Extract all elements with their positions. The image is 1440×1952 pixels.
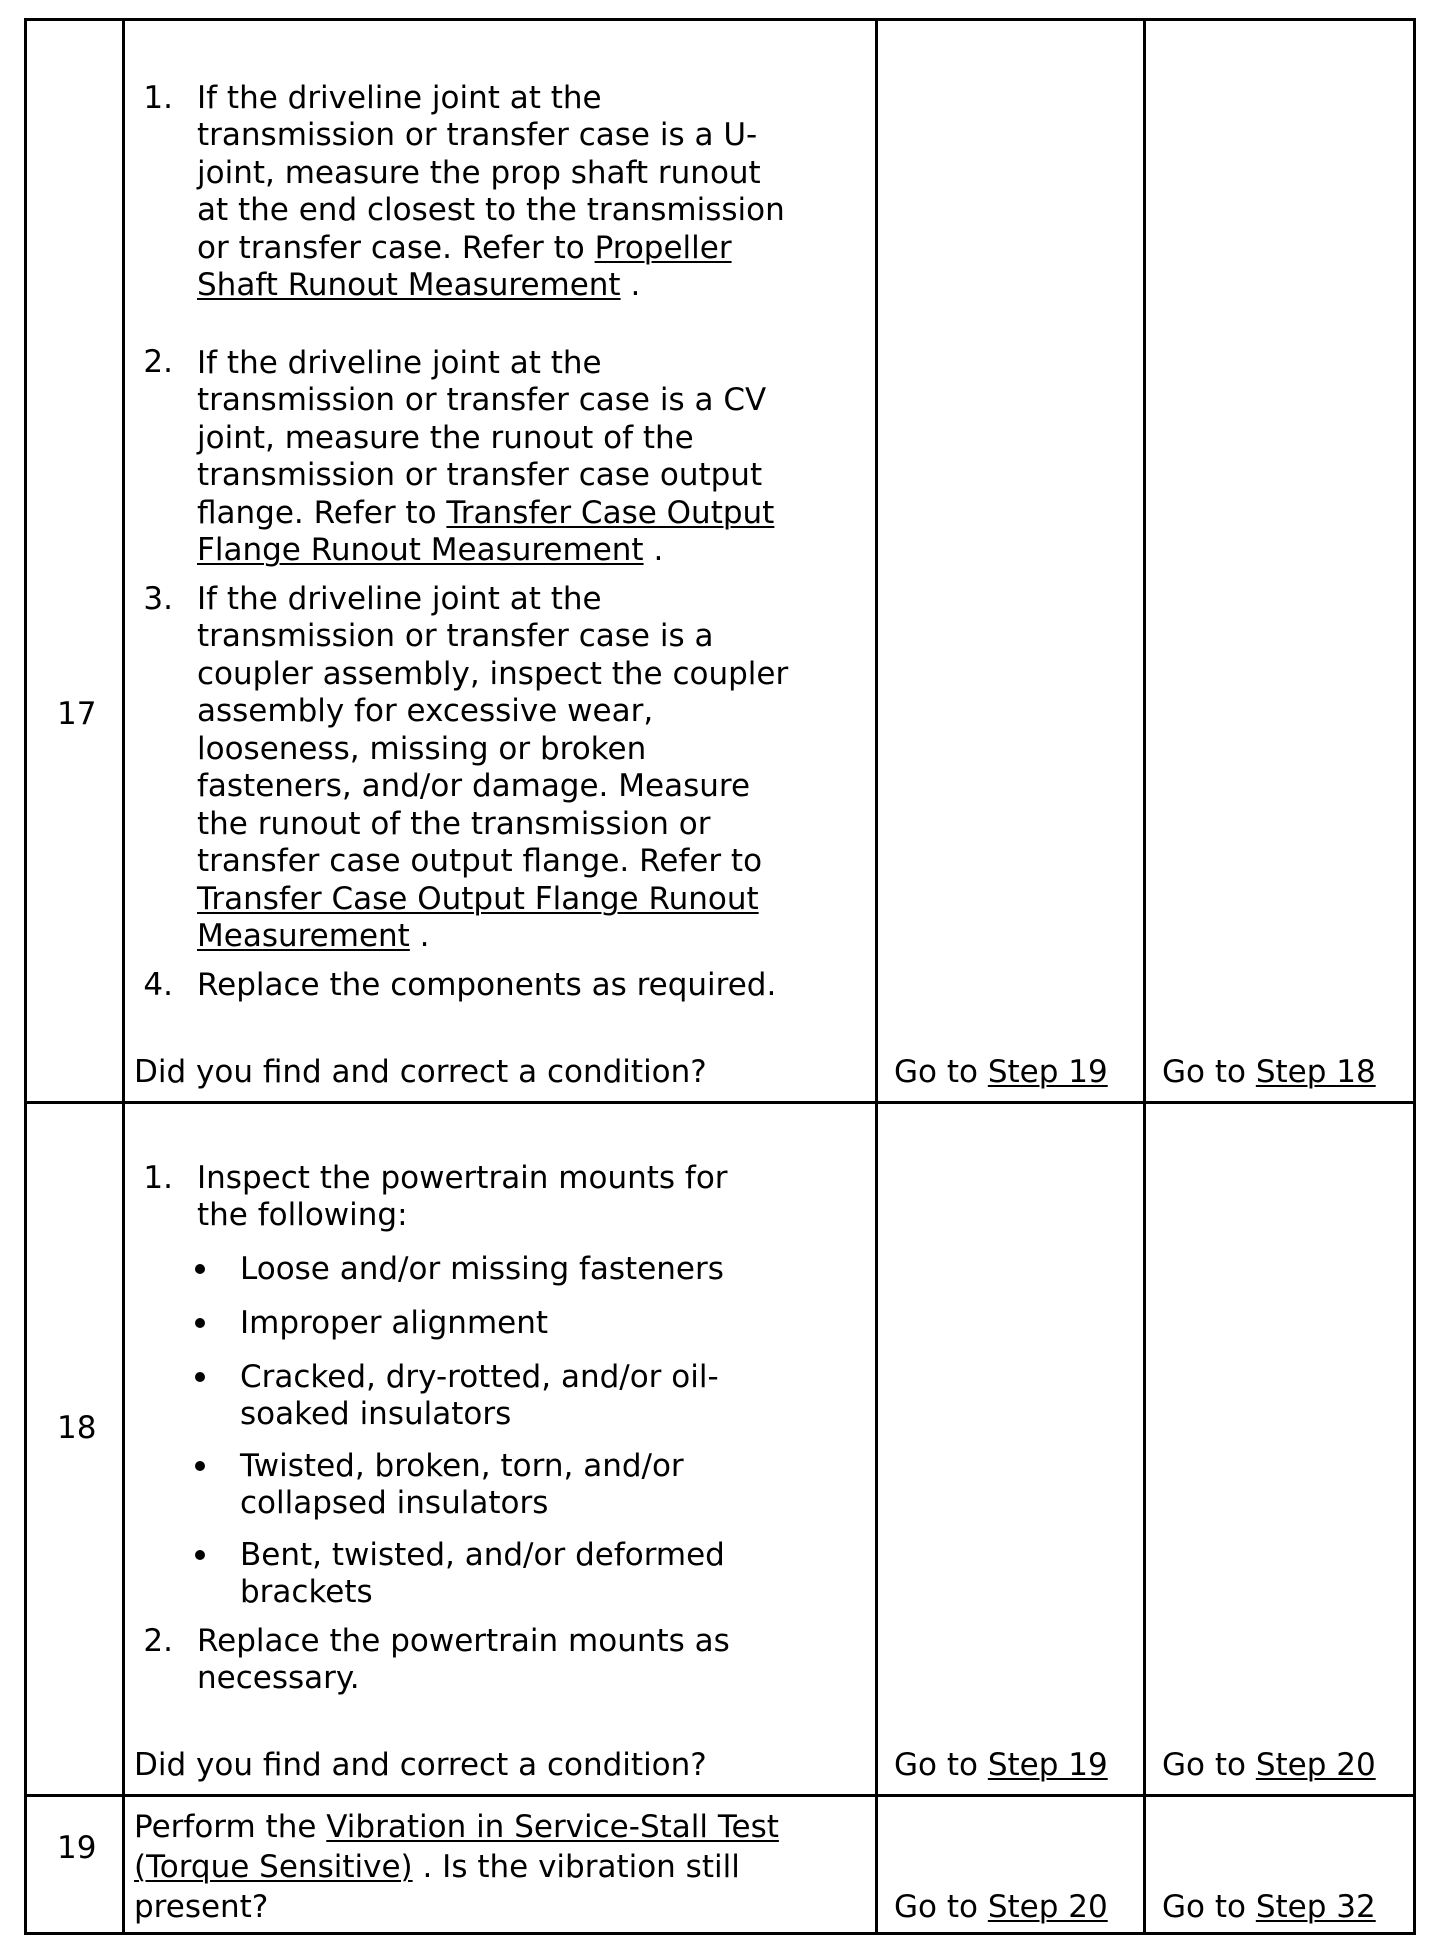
bullet-icon: [195, 1550, 205, 1560]
instruction-line: [197, 918, 430, 956]
transfer-case-flange-runout-link[interactable]: Measurement: [197, 918, 410, 954]
instruction-line: fasteners, and/or damage. Measure: [197, 768, 751, 804]
instruction-line: Inspect the powertrain mounts for: [197, 1160, 728, 1196]
row-divider: [24, 1794, 1416, 1797]
ref-text: .: [620, 267, 641, 303]
ref-text: or transfer case. Refer to: [197, 230, 595, 266]
go-to-text: Go to: [894, 1889, 988, 1925]
list-number: 2.: [143, 1623, 173, 1659]
bullet-item: soaked insulators: [240, 1396, 512, 1432]
instruction-line: looseness, missing or broken: [197, 731, 647, 767]
go-to-text: Go to: [1162, 1747, 1256, 1783]
go-to-text: Go to: [894, 1054, 988, 1090]
bullet-item: Bent, twisted, and/or deformed: [240, 1537, 725, 1573]
question-text: Did you find and correct a condition?: [134, 1747, 707, 1783]
transfer-case-flange-runout-link[interactable]: Transfer Case Output Flange Runout: [197, 881, 759, 917]
instruction-line: Replace the powertrain mounts as: [197, 1623, 730, 1659]
bullet-item: Twisted, broken, torn, and/or: [240, 1448, 684, 1484]
instruction-line: assembly for excessive wear,: [197, 693, 654, 729]
instruction-line: [134, 1847, 740, 1887]
column-divider: [1143, 18, 1146, 1935]
instruction-line: [134, 1807, 779, 1847]
column-divider: [875, 18, 878, 1935]
instruction-line: [197, 881, 759, 919]
instruction-line: If the driveline joint at the: [197, 345, 602, 381]
instruction-line: present?: [134, 1889, 269, 1925]
instruction-line: transmission or transfer case is a CV: [197, 382, 767, 418]
instruction-line: at the end closest to the transmission: [197, 192, 785, 228]
instruction-line: Replace the components as required.: [197, 967, 777, 1003]
instruction-line: transmission or transfer case is a U-: [197, 117, 758, 153]
step-link[interactable]: Step 20: [1255, 1747, 1376, 1783]
step-link[interactable]: Step 19: [987, 1054, 1108, 1090]
instruction-line: the following:: [197, 1197, 408, 1233]
transfer-case-flange-runout-link[interactable]: Transfer Case Output: [446, 495, 775, 531]
no-action: [1162, 1887, 1376, 1927]
list-number: 1.: [143, 1160, 173, 1196]
instruction-line: If the driveline joint at the: [197, 581, 602, 617]
vibration-stall-test-link[interactable]: (Torque Sensitive): [134, 1849, 413, 1885]
bullet-icon: [195, 1264, 205, 1274]
bullet-item: Improper alignment: [240, 1305, 549, 1341]
go-to-text: Go to: [1162, 1889, 1256, 1925]
ref-text: .: [409, 918, 430, 954]
propeller-shaft-runout-link[interactable]: Shaft Runout Measurement: [197, 267, 621, 303]
row-divider: [24, 1101, 1416, 1104]
list-number: 2.: [143, 344, 173, 380]
instruction-line: transfer case output flange. Refer to: [197, 843, 763, 879]
go-to-text: Go to: [1162, 1054, 1256, 1090]
instruction-line: [197, 230, 732, 268]
yes-action: [894, 1887, 1108, 1927]
bullet-item: brackets: [240, 1574, 373, 1610]
instruction-line: joint, measure the runout of the: [197, 420, 694, 456]
ref-text: . Is the vibration still: [412, 1849, 740, 1885]
bullet-item: Loose and/or missing fasteners: [240, 1251, 724, 1287]
bullet-item: collapsed insulators: [240, 1485, 549, 1521]
step-number: 19: [57, 1830, 97, 1866]
instruction-line: coupler assembly, inspect the coupler: [197, 656, 789, 692]
list-number: 1.: [143, 80, 173, 116]
step-link[interactable]: Step 19: [987, 1747, 1108, 1783]
bullet-icon: [195, 1372, 205, 1382]
no-action: [1162, 1747, 1376, 1785]
no-action: [1162, 1054, 1376, 1092]
bullet-icon: [195, 1461, 205, 1471]
yes-action: [894, 1747, 1108, 1785]
vibration-stall-test-link[interactable]: Vibration in Service-Stall Test: [326, 1809, 779, 1845]
ref-text: Perform the: [134, 1809, 327, 1845]
instruction-line: the runout of the transmission or: [197, 806, 711, 842]
step-number: 17: [57, 696, 97, 732]
bullet-item: Cracked, dry-rotted, and/or oil-: [240, 1359, 719, 1395]
ref-text: flange. Refer to: [197, 495, 447, 531]
instruction-line: [197, 495, 774, 533]
bullet-icon: [195, 1318, 205, 1328]
propeller-shaft-runout-link[interactable]: Propeller: [594, 230, 732, 266]
ref-text: .: [643, 532, 664, 568]
list-number: 3.: [143, 581, 173, 617]
instruction-line: If the driveline joint at the: [197, 80, 602, 116]
instruction-line: transmission or transfer case is a: [197, 618, 714, 654]
instruction-line: transmission or transfer case output: [197, 457, 763, 493]
step-link[interactable]: Step 32: [1255, 1889, 1376, 1925]
instruction-line: [197, 267, 640, 305]
step-number: 18: [57, 1410, 97, 1446]
go-to-text: Go to: [894, 1747, 988, 1783]
step-link[interactable]: Step 20: [987, 1889, 1108, 1925]
instruction-line: joint, measure the prop shaft runout: [197, 155, 761, 191]
transfer-case-flange-runout-link[interactable]: Flange Runout Measurement: [197, 532, 644, 568]
list-number: 4.: [143, 967, 173, 1003]
column-divider: [122, 18, 125, 1935]
yes-action: [894, 1054, 1108, 1092]
step-link[interactable]: Step 18: [1255, 1054, 1376, 1090]
question-text: Did you find and correct a condition?: [134, 1054, 707, 1090]
instruction-line: necessary.: [197, 1660, 360, 1696]
instruction-line: [197, 532, 663, 570]
